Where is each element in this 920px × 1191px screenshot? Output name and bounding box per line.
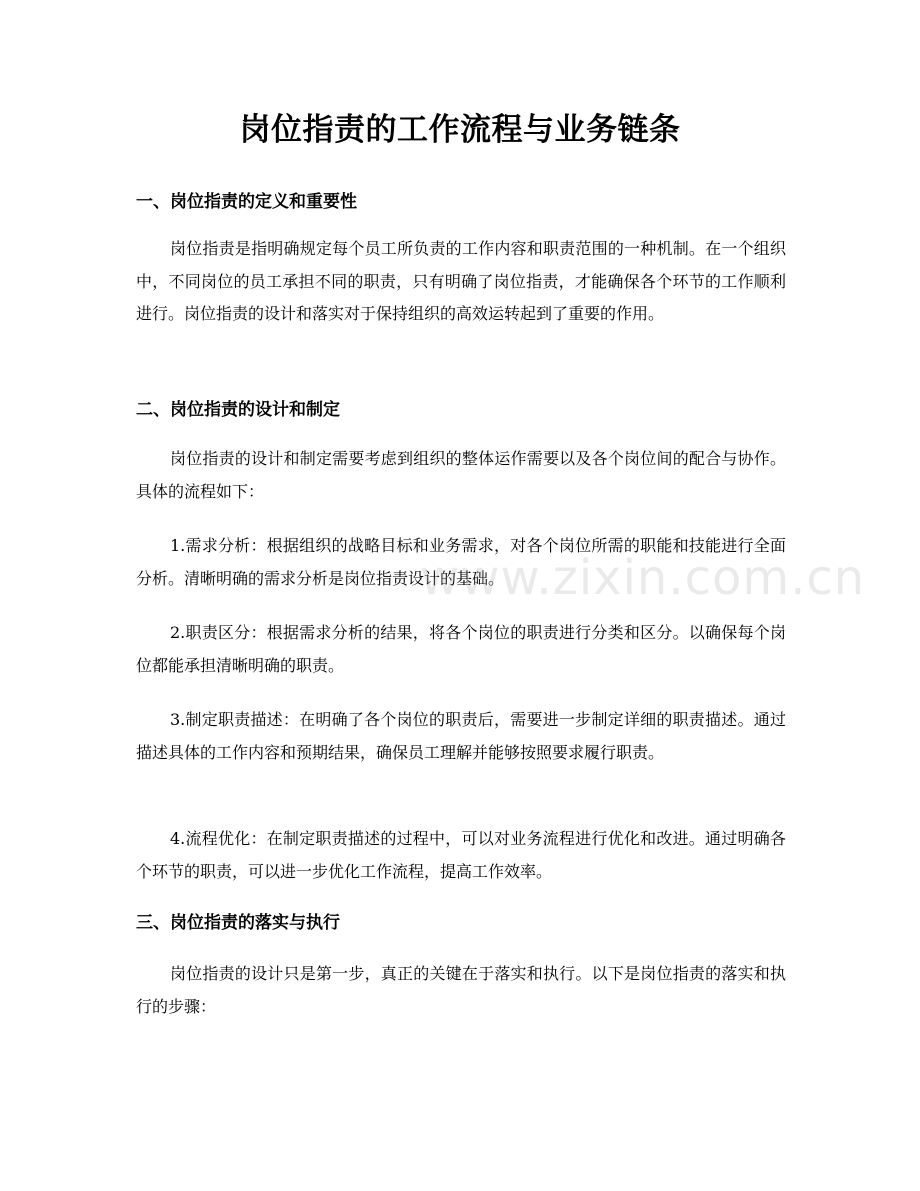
document-title: 岗位指责的工作流程与业务链条 [239, 112, 681, 148]
section-heading-2: 二、岗位指责的设计和制定 [136, 400, 340, 420]
section-heading-3: 三、岗位指责的落实与执行 [136, 913, 340, 933]
section-2-step-1: 1.需求分析：根据组织的战略目标和业务需求，对各个岗位所需的职能和技能进行全面分析。清晰明确的需求分析是岗位指责设计的基础。 [136, 536, 786, 588]
section-3-paragraph-1: 岗位指责的设计只是第一步，真正的关键在于落实和执行。以下是岗位指责的落实和执行的步骤： [136, 964, 786, 1016]
section-1-paragraph-1: 岗位指责是指明确规定每个员工所负责的工作内容和职责范围的一种机制。在一个组织中，不同岗位的员工承担不同的职责，只有明确了岗位指责，才能确保各个环节的工作顺利进行。岗位指责的设计和落实对于保持组织的高效运转起到了重要的作用。 [136, 239, 786, 323]
section-2-step-2: 2.职责区分：根据需求分析的结果，将各个岗位的职责进行分类和区分。以确保每个岗位都能承担清晰明确的职责。 [136, 623, 786, 675]
section-2-step-3: 3.制定职责描述：在明确了各个岗位的职责后，需要进一步制定详细的职责描述。通过描述具体的工作内容和预期结果，确保员工理解并能够按照要求履行职责。 [136, 710, 786, 762]
section-heading-1: 一、岗位指责的定义和重要性 [136, 192, 357, 212]
section-2-step-4: 4.流程优化：在制定职责描述的过程中，可以对业务流程进行优化和改进。通过明确各个环节的职责，可以进一步优化工作流程，提高工作效率。 [136, 829, 786, 881]
section-2-paragraph-1: 岗位指责的设计和制定需要考虑到组织的整体运作需要以及各个岗位间的配合与协作。具体的流程如下： [136, 449, 786, 501]
watermark-text: www.zixin.com.cn [420, 550, 866, 606]
